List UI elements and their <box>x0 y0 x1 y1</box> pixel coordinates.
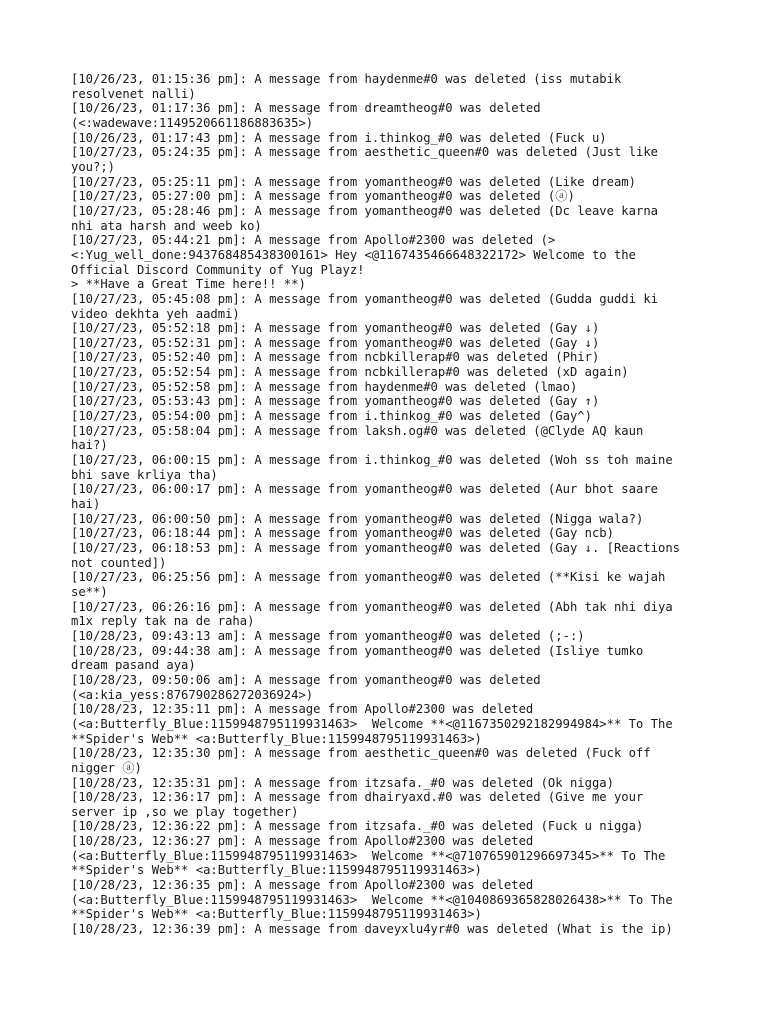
log-line: [10/27/23, 05:28:46 pm]: A message from yomantheog#0 was deleted (Dc leave karna <box>71 203 658 218</box>
log-line: Official Discord Community of Yug Playz! <box>71 262 365 277</box>
log-line: **Spider's Web** <a:Butterfly_Blue:1159948795119931463>) <box>71 863 482 878</box>
log-line: dream pasand aya) <box>71 658 196 673</box>
log-line: [10/28/23, 09:43:13 am]: A message from yomantheog#0 was deleted (;-:) <box>71 628 585 643</box>
log-line: [10/27/23, 05:52:31 pm]: A message from yomantheog#0 was deleted (Gay ↓) <box>71 335 600 350</box>
log-line: [10/27/23, 06:25:56 pm]: A message from yomantheog#0 was deleted (**Kisi ke wajah <box>71 570 666 585</box>
log-line: hai) <box>71 497 101 512</box>
log-line: [10/27/23, 06:00:50 pm]: A message from yomantheog#0 was deleted (Nigga wala?) <box>71 511 644 526</box>
log-line: [10/28/23, 12:36:22 pm]: A message from itzsafa._#0 was deleted (Fuck u nigga) <box>71 819 644 834</box>
log-line: [10/28/23, 12:35:30 pm]: A message from aesthetic_queen#0 was deleted (Fuck off <box>71 746 651 761</box>
log-line: (<:wadewave:1149520661186883635>) <box>71 115 314 130</box>
log-line: [10/27/23, 05:52:40 pm]: A message from ncbkillerap#0 was deleted (Phir) <box>71 350 600 365</box>
document-page <box>71 72 711 937</box>
log-line: [10/27/23, 05:58:04 pm]: A message from laksh.og#0 was deleted (@Clyde AQ kaun <box>71 423 644 438</box>
log-line: nigger ⓐ) <box>71 760 142 775</box>
log-line: [10/27/23, 06:00:15 pm]: A message from i.thinkog_#0 was deleted (Woh ss toh maine <box>71 453 673 468</box>
log-line: [10/27/23, 05:54:00 pm]: A message from i.thinkog_#0 was deleted (Gay^) <box>71 409 592 424</box>
log-line: you?;) <box>71 159 116 174</box>
log-line: [10/27/23, 05:27:00 pm]: A message from yomantheog#0 was deleted (ⓐ) <box>71 189 575 204</box>
log-line: [10/27/23, 05:44:21 pm]: A message from Apollo#2300 was deleted (> <box>71 233 556 248</box>
log-line: [10/28/23, 12:36:17 pm]: A message from dhairyaxd.#0 was deleted (Give me your <box>71 790 644 805</box>
log-line: m1x reply tak na de raha) <box>71 614 255 629</box>
log-line: [10/28/23, 09:50:06 am]: A message from yomantheog#0 was deleted <box>71 672 541 687</box>
log-line: [10/27/23, 06:18:53 pm]: A message from yomantheog#0 was deleted (Gay ↓. [Reactions <box>71 541 681 555</box>
log-line: [10/26/23, 01:15:36 pm]: A message from haydenme#0 was deleted (iss mutabik <box>71 72 622 86</box>
log-line: [10/27/23, 05:52:18 pm]: A message from yomantheog#0 was deleted (Gay ↓) <box>71 321 600 336</box>
log-line: server ip ,so we play together) <box>71 804 299 819</box>
log-line: [10/28/23, 09:44:38 am]: A message from yomantheog#0 was deleted (Isliye tumko <box>71 643 644 658</box>
log-line: video dekhta yeh aadmi) <box>71 306 240 321</box>
log-line: [10/27/23, 05:24:35 pm]: A message from aesthetic_queen#0 was deleted (Just like <box>71 145 658 160</box>
log-line: se**) <box>71 584 108 599</box>
log-line: bhi save krliya tha) <box>71 467 218 482</box>
log-line: (<a:Butterfly_Blue:1159948795119931463> Welcome **<@710765901296697345>** To The <box>71 848 666 863</box>
log-line: [10/27/23, 05:25:11 pm]: A message from yomantheog#0 was deleted (Like dream) <box>71 174 636 189</box>
log-line: [10/27/23, 05:52:54 pm]: A message from ncbkillerap#0 was deleted (xD again) <box>71 365 629 380</box>
log-line: not counted]) <box>71 555 167 570</box>
log-line: [10/28/23, 12:36:27 pm]: A message from Apollo#2300 was deleted <box>71 834 534 849</box>
log-line: hai?) <box>71 438 108 453</box>
log-line: [10/28/23, 12:36:35 pm]: A message from Apollo#2300 was deleted <box>71 878 534 893</box>
log-line: <:Yug_well_done:943768485438300161> Hey <@1167435466648322172> Welcome to the <box>71 247 636 262</box>
log-line: resolvenet nalli) <box>71 86 196 101</box>
log-line: [10/28/23, 12:36:39 pm]: A message from daveyxlu4yr#0 was deleted (What is the ip) <box>71 922 673 937</box>
log-line: [10/27/23, 06:18:44 pm]: A message from yomantheog#0 was deleted (Gay ncb) <box>71 526 614 541</box>
log-line: [10/27/23, 06:00:17 pm]: A message from yomantheog#0 was deleted (Aur bhot saare <box>71 482 658 497</box>
log-line: > **Have a Great Time here!! **) <box>71 277 306 292</box>
log-line: **Spider's Web** <a:Butterfly_Blue:1159948795119931463>) <box>71 907 482 922</box>
log-line: [10/26/23, 01:17:43 pm]: A message from i.thinkog_#0 was deleted (Fuck u) <box>71 130 607 145</box>
log-line: (<a:kia_yess:876790286272036924>) <box>71 687 314 702</box>
log-line: nhi ata harsh and weeb ko) <box>71 218 262 233</box>
log-line: [10/27/23, 05:45:08 pm]: A message from yomantheog#0 was deleted (Gudda guddi ki <box>71 291 658 306</box>
log-line: [10/28/23, 12:35:31 pm]: A message from itzsafa._#0 was deleted (Ok nigga) <box>71 775 614 790</box>
log-line: [10/27/23, 05:53:43 pm]: A message from yomantheog#0 was deleted (Gay ↑) <box>71 394 600 409</box>
log-line: [10/26/23, 01:17:36 pm]: A message from dreamtheog#0 was deleted <box>71 101 541 116</box>
log-line: **Spider's Web** <a:Butterfly_Blue:1159948795119931463>) <box>71 731 482 746</box>
log-line: (<a:Butterfly_Blue:1159948795119931463> Welcome **<@1040869365828026438>** To The <box>71 892 673 907</box>
log-line: [10/27/23, 05:52:58 pm]: A message from haydenme#0 was deleted (lmao) <box>71 379 578 394</box>
log-line: [10/27/23, 06:26:16 pm]: A message from yomantheog#0 was deleted (Abh tak nhi diya <box>71 599 673 614</box>
log-line: (<a:Butterfly_Blue:1159948795119931463> Welcome **<@1167350292182994984>** To The <box>71 716 673 731</box>
log-line: [10/28/23, 12:35:11 pm]: A message from Apollo#2300 was deleted <box>71 702 534 717</box>
